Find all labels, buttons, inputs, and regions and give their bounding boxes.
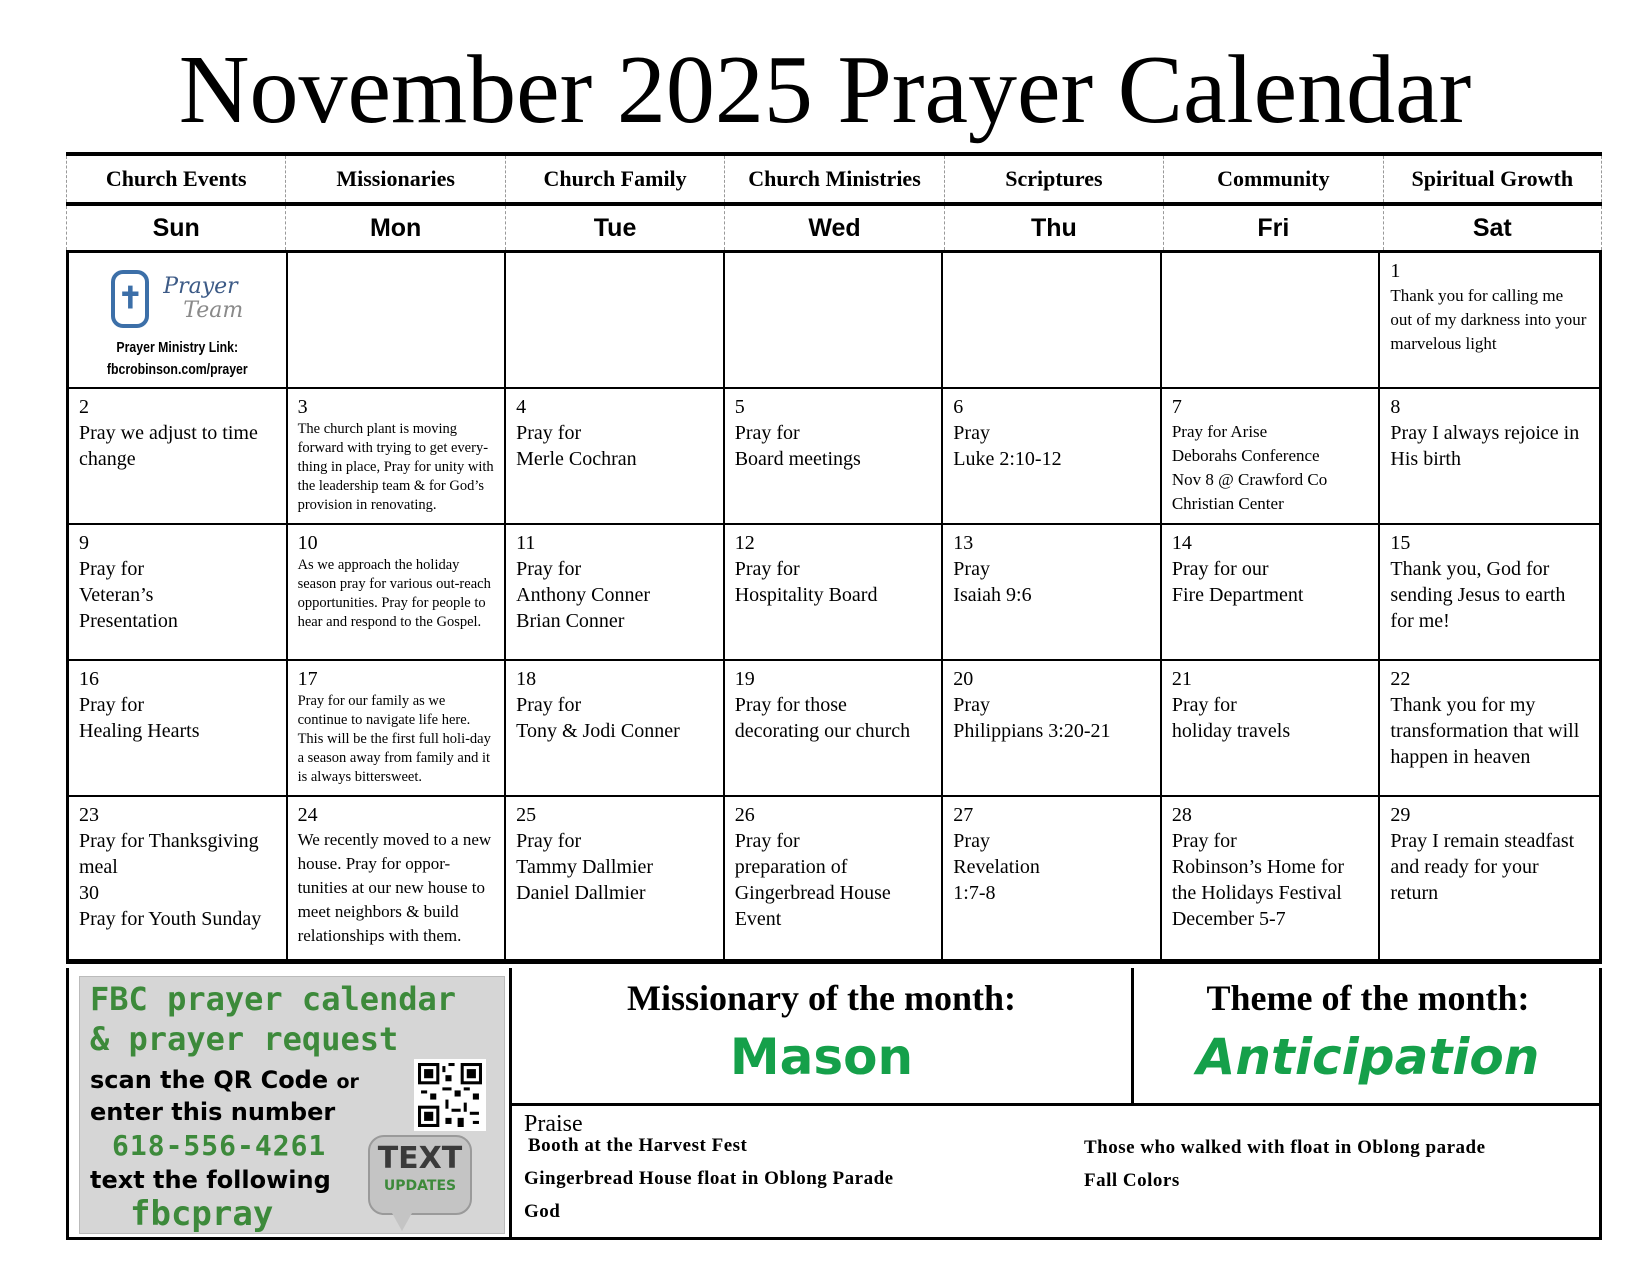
day-number: 10: [297, 532, 318, 554]
day-number: 5: [734, 396, 745, 418]
promo-scan-text: scan the QR Code: [90, 1066, 329, 1094]
weekday-header: Sat: [1383, 206, 1602, 250]
day-prayer-text: Pray for Healing Hearts: [79, 694, 200, 742]
prayer-request-promo: [79, 976, 505, 1234]
category-header: Church Events: [66, 156, 285, 202]
day-cell: [943, 389, 1162, 525]
day-cell-empty: [506, 253, 725, 389]
weekday-header: Mon: [285, 206, 504, 250]
day-prayer-text: Pray Isaiah 9:6: [953, 558, 1032, 606]
day-number: 17: [297, 668, 318, 690]
day-prayer-text: Pray I remain steadfast and ready for your return: [1390, 830, 1575, 904]
praise-item: Fall Colors: [1084, 1170, 1180, 1191]
day-number: 12: [734, 532, 755, 554]
text-updates-badge: [368, 1135, 472, 1215]
day-prayer-text: Pray for preparation of Gingerbread House Event: [734, 830, 891, 930]
day-prayer-text: Pray for Robinson’s Home for the Holidays Festival December 5-7: [1171, 830, 1345, 930]
day-cell: [1380, 661, 1599, 797]
missionary-heading: Missionary of the month:: [627, 978, 1016, 1018]
church-cross-icon: ✝: [111, 270, 149, 328]
day-cell: [943, 797, 1162, 961]
day-prayer-text: Pray for Tammy Dallmier Daniel Dallmier: [516, 830, 654, 904]
day-cell: [288, 661, 507, 797]
weekday-header: Tue: [505, 206, 724, 250]
missionary-name: Mason: [729, 1028, 914, 1086]
day-number: 13: [953, 532, 974, 554]
day-cell: [1380, 389, 1599, 525]
category-header-row: [66, 152, 1602, 206]
calendar: [66, 152, 1602, 964]
day-cell: [506, 389, 725, 525]
qr-code-graphic: [418, 1063, 482, 1127]
promo-heading: FBC prayer calendar: [90, 980, 457, 1018]
day-cell: [943, 525, 1162, 661]
theme-heading: Theme of the month:: [1206, 978, 1530, 1018]
day-number: 18: [516, 668, 537, 690]
category-header: Church Ministries: [724, 156, 943, 202]
day-cell: [1380, 253, 1599, 389]
day-prayer-text: The church plant is moving forward with trying to get every-thing in place, Pray for unity with the leadership team & for God’s provision in renovating.: [297, 421, 494, 513]
badge-updates-label: UPDATES: [383, 1178, 457, 1194]
day-number: 20: [953, 668, 974, 690]
logo-word-prayer: Prayer: [163, 274, 238, 299]
speech-bubble-tail-icon: [392, 1213, 412, 1231]
promo-scan-line: [90, 1065, 359, 1097]
day-cell: [506, 661, 725, 797]
prayer-ministry-link-label: Prayer Ministry Link:: [116, 339, 239, 356]
day-cell: [288, 525, 507, 661]
day-number: 26: [734, 804, 755, 826]
day-cell: [1162, 525, 1381, 661]
day-prayer-text: Pray we adjust to time change: [79, 422, 258, 470]
prayer-team-logo-cell: [69, 253, 288, 389]
day-number: 24: [297, 804, 318, 826]
day-cell-empty: [288, 253, 507, 389]
day-number: 8: [1390, 396, 1401, 418]
day-cell: [1162, 797, 1381, 961]
day-prayer-text: Pray Philippians 3:20-21: [953, 694, 1111, 742]
day-number: 19: [734, 668, 755, 690]
day-prayer-text: Pray for Arise Deborahs Conference Nov 8 @ Crawford Co Christian Center: [1171, 422, 1328, 513]
day-cell-empty: [1162, 253, 1381, 389]
day-cell: [725, 389, 944, 525]
praise-item: Those who walked with float in Oblong parade: [1084, 1137, 1486, 1158]
page-title: November 2025 Prayer Calendar: [178, 36, 1472, 144]
weekday-header-row: [66, 206, 1602, 250]
day-number: 1: [1390, 260, 1401, 282]
day-prayer-text: We recently moved to a new house. Pray for oppor-tunities at our new house to meet neighbors & build relationships with them.: [297, 830, 492, 945]
day-prayer-text: Pray for Tony & Jodi Conner: [516, 694, 680, 742]
day-cell-empty: [943, 253, 1162, 389]
day-cell: [69, 389, 288, 525]
day-cell: [1380, 525, 1599, 661]
prayer-team-logo: [79, 261, 276, 337]
day-cell: [725, 661, 944, 797]
day-number: 21: [1171, 668, 1192, 690]
day-number: 9: [79, 532, 89, 554]
day-prayer-text: Pray for Merle Cochran: [516, 422, 637, 470]
weekday-header: Sun: [66, 206, 285, 250]
day-number: 6: [953, 396, 964, 418]
day-number: 25: [516, 804, 537, 826]
praise-item: Booth at the Harvest Fest: [528, 1135, 748, 1156]
praise-item: Gingerbread House float in Oblong Parade: [524, 1168, 894, 1189]
day-cell: [1380, 797, 1599, 961]
day-cell: [1162, 389, 1381, 525]
missionary-of-month: [512, 968, 1134, 1106]
promo-keyword: fbcpray: [130, 1194, 274, 1234]
weekday-header: Fri: [1163, 206, 1382, 250]
day-cell-empty: [725, 253, 944, 389]
day-cell: [288, 389, 507, 525]
day-prayer-text: Pray Revelation 1:7-8: [953, 830, 1040, 904]
category-header: Scriptures: [944, 156, 1163, 202]
promo-subheading: & prayer request: [90, 1020, 399, 1058]
day-number: 15: [1390, 532, 1411, 554]
day-number: 3: [297, 396, 308, 418]
day-prayer-text: As we approach the holiday season pray for various out-reach opportunities. Pray for people to hear and respond to the Gospel.: [297, 557, 491, 630]
day-prayer-text: Pray for Board meetings: [734, 422, 861, 470]
day-prayer-text: Thank you for my transformation that will happen in heaven: [1390, 694, 1580, 768]
promo-phone-number[interactable]: 618-556-4261: [112, 1129, 327, 1162]
praise-section: [512, 1106, 1602, 1240]
day-number: 7: [1171, 396, 1182, 418]
day-number: 29: [1390, 804, 1411, 826]
day-number: 22: [1390, 668, 1411, 690]
theme-of-month: [1134, 968, 1602, 1106]
day-number: 28: [1171, 804, 1192, 826]
day-prayer-text: Pray I always rejoice in His birth: [1390, 422, 1580, 470]
day-cell: [69, 661, 288, 797]
day-prayer-text: Pray for those decorating our church: [734, 694, 911, 742]
calendar-grid: [66, 250, 1602, 964]
day-number: 16: [79, 668, 99, 690]
day-prayer-text: Pray for Veteran’s Presentation: [79, 558, 178, 632]
promo-enter-line: enter this number: [90, 1098, 336, 1126]
day-cell: [943, 661, 1162, 797]
promo-or-text: or: [336, 1071, 359, 1093]
category-header: Community: [1163, 156, 1382, 202]
day-number: 4: [516, 396, 527, 418]
category-header: Church Family: [505, 156, 724, 202]
day-prayer-text: Thank you for calling me out of my darkness into your marvelous light: [1390, 286, 1587, 353]
day-cell: [506, 525, 725, 661]
praise-title: Praise: [524, 1111, 583, 1137]
day-prayer-text: Pray for holiday travels: [1171, 694, 1291, 742]
bottom-section: [66, 968, 1602, 1240]
prayer-team-wordmark: [163, 275, 243, 323]
day-cell: [725, 797, 944, 961]
day-number: 11: [516, 532, 536, 554]
day-prayer-text: Pray for our Fire Department: [1171, 558, 1304, 606]
logo-word-team: Team: [183, 298, 244, 323]
day-number: 27: [953, 804, 974, 826]
day-number: 2: [79, 396, 89, 418]
day-cell: [69, 525, 288, 661]
day-cell: [725, 525, 944, 661]
prayer-ministry-link[interactable]: fbcrobinson.com/prayer: [106, 361, 248, 378]
praise-item: God: [524, 1201, 561, 1222]
day-number: 14: [1171, 532, 1192, 554]
day-prayer-text: Thank you, God for sending Jesus to earth for me!: [1390, 558, 1566, 632]
weekday-header: Thu: [944, 206, 1163, 250]
theme-word: Anticipation: [1196, 1028, 1540, 1086]
day-prayer-text: Pray for Thanksgiving meal 30 Pray for Youth Sunday: [79, 830, 262, 930]
day-cell: [1162, 661, 1381, 797]
day-number: 23: [79, 804, 99, 826]
day-prayer-text: Pray for Anthony Conner Brian Conner: [516, 558, 651, 632]
day-prayer-text: Pray for Hospitality Board: [734, 558, 878, 606]
day-prayer-text: Pray for our family as we continue to navigate life here. This will be the first full holi-day a season away from family and it is always bittersweet.: [297, 693, 491, 785]
badge-text-label: TEXT: [377, 1141, 463, 1176]
day-cell: [69, 797, 288, 961]
day-cell: [506, 797, 725, 961]
category-header: Missionaries: [285, 156, 504, 202]
qr-code-icon[interactable]: [414, 1059, 486, 1131]
category-header: Spiritual Growth: [1383, 156, 1602, 202]
promo-text-line: text the following: [90, 1166, 331, 1194]
day-cell: [288, 797, 507, 961]
day-prayer-text: Pray Luke 2:10-12: [953, 422, 1062, 470]
weekday-header: Wed: [724, 206, 943, 250]
